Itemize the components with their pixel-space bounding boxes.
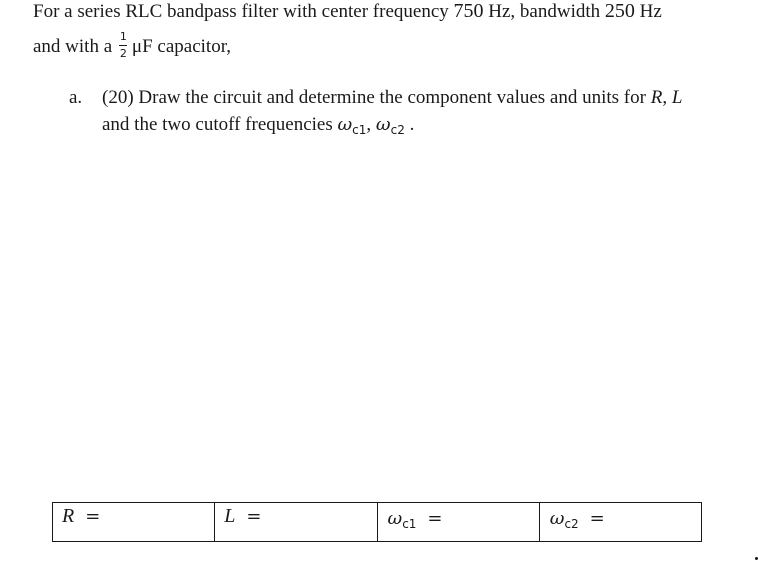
problem-intro-line-1 [33, 0, 662, 23]
points-open: ( [102, 87, 109, 108]
part-a-text-1: Draw the circuit and determine the component values and units for [138, 87, 646, 108]
answer-symbol-omega-c1: ω [387, 508, 403, 529]
omega-c1-subscript: c1 [352, 123, 367, 137]
answer-cell-r[interactable] [53, 503, 215, 542]
answer-cell-omega-c1[interactable] [377, 503, 539, 542]
answer-equals-c2: = [589, 508, 605, 529]
intro-text-2: and with a [33, 36, 113, 57]
points-close: ) [127, 87, 134, 108]
part-a-line-1 [102, 87, 682, 109]
var-l: L [671, 87, 683, 108]
part-a-text-2: and the two cutoff frequencies [102, 114, 333, 135]
part-a-line-2 [102, 114, 414, 136]
omega-c2-symbol: ω [375, 114, 391, 135]
bandwidth-unit: Hz [639, 1, 662, 22]
center-frequency-unit: Hz, bandwidth [488, 1, 601, 22]
answer-symbol-r: R [62, 505, 75, 527]
answer-cell-omega-c2[interactable] [539, 503, 701, 542]
omega-c2-subscript: c2 [390, 123, 405, 137]
capacitance-fraction [118, 31, 130, 61]
problem-intro-line-2 [33, 31, 231, 61]
omega-c1-symbol: ω [337, 114, 353, 135]
answer-subscript-c2: c2 [564, 517, 579, 531]
var-r: R [650, 87, 663, 108]
capacitance-unit: μF capacitor, [131, 36, 232, 57]
comma: , [662, 87, 668, 108]
answer-symbol-l: L [224, 505, 236, 527]
answer-equals-l: = [246, 506, 262, 527]
answer-table [52, 502, 702, 542]
answer-symbol-omega-c2: ω [549, 508, 565, 529]
points-value: 20 [108, 87, 128, 108]
part-a-marker: a. [69, 87, 83, 108]
answer-cell-l[interactable] [215, 503, 377, 542]
intro-text: For a series RLC bandpass filter with center frequency [33, 1, 449, 22]
capacitance-numerator: 1 [119, 30, 127, 43]
answer-row [53, 503, 702, 542]
answer-subscript-c1: c1 [402, 517, 417, 531]
capacitance-denominator: 2 [119, 47, 127, 60]
comma-2: , [366, 114, 372, 135]
center-frequency-value: 750 [453, 0, 484, 22]
answer-equals-r: = [85, 506, 101, 527]
bandwidth-value: 250 [604, 0, 635, 22]
terminal-period: . [409, 114, 415, 135]
fraction-bar [119, 45, 127, 46]
answer-equals-c1: = [427, 508, 443, 529]
